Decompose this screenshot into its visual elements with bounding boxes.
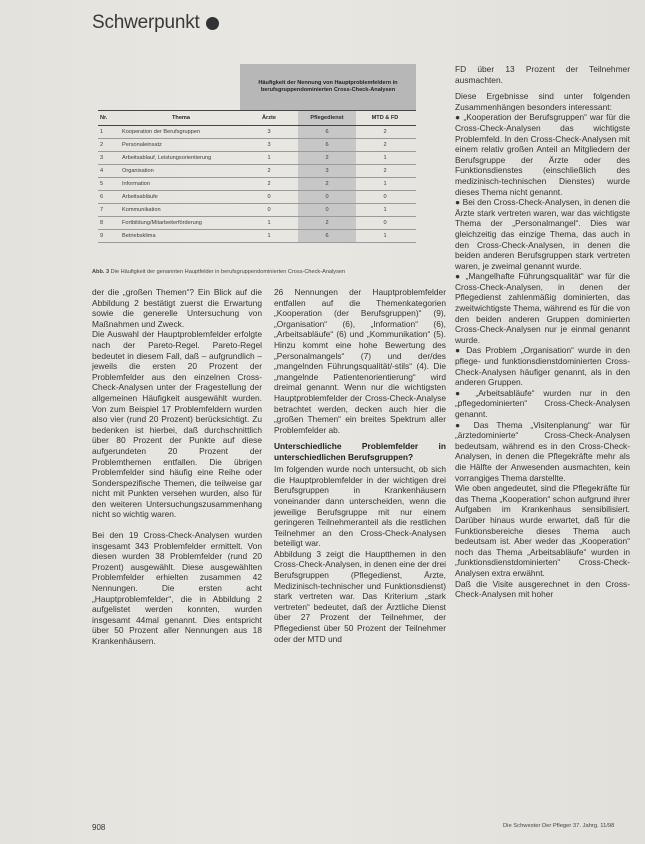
table-row — [98, 217, 416, 230]
row-pflegedienst: 2 — [298, 217, 356, 229]
subheading: Unterschiedliche Problemfelder in unterschiedlichen Berufsgruppen? — [274, 441, 446, 462]
column-header-thema: Thema — [171, 115, 191, 121]
row-pflegedienst: 6 — [298, 126, 356, 138]
bullet-item: ● Das Problem „Organisation“ wurde in den pflege- und funktionsdienstdominierten Cross-Check-Analysen häufiger genannt, als in den anderen Gruppen. — [455, 345, 630, 387]
row-mtd-fd: 0 — [383, 194, 387, 200]
table-group-header: Häufigkeit der Nennung von Hauptproblemfeldern in berufsgruppendominierten Cross-Check-Analysen — [240, 64, 416, 110]
row-mtd-fd: 1 — [383, 207, 387, 213]
row-nr: 5 — [100, 181, 104, 187]
bullet-dot-icon — [206, 17, 219, 30]
bullet-item: ● „Kooperation der Berufsgruppen“ war für die Cross-Check-Analysen das wichtigste Problemfeld. In den Cross-Check-Analysen mit einem relativ großen Anteil an Mitgliedern der Berufsgruppe der Ärzte oder des Funktionsdienstes (einschließlich des medizinisch-technischen Dienstes) wurde dieses Thema nicht genannt. — [455, 112, 630, 197]
row-mtd-fd: 1 — [383, 233, 387, 239]
row-thema: Betriebsklima — [122, 233, 156, 239]
row-nr: 8 — [100, 220, 104, 226]
row-aerzte: 0 — [267, 207, 271, 213]
paragraph: Diese Ergebnisse sind unter folgenden Zusammenhängen besonders interessant: — [455, 91, 630, 112]
section-header — [92, 12, 219, 34]
row-nr: 4 — [100, 168, 104, 174]
row-aerzte: 2 — [267, 181, 271, 187]
row-pflegedienst: 6 — [298, 230, 356, 242]
row-thema: Fortbildung/Mitarbeiterförderung — [122, 220, 202, 226]
paragraph: Wie oben angedeutet, sind die Pflegekräfte für das Thema „Kooperation“ schon aufgrund ihrer Aufgaben im Krankenhaus sensibilisiert. Darüber hinaus wurde erwartet, daß für die Funktionsbereiche dieses Thema auch bedeutsam ist. Aber weder das „Kooperation“ noch das Thema „Arbeitsabläufe“ wurden in „funktionsdienstdominierten“ Cross-Check-Analysen extra erwähnt. — [455, 483, 630, 578]
column-header-pflegedienst: Pflegedienst — [298, 111, 356, 125]
paragraph: Abbildung 3 zeigt die Hauptthemen in den Cross-Check-Analysen, in denen eine der drei Berufsgruppen (Pflegedienst, Ärzte, Medizinisch-technischer und Funktionsdienst) stark vertreten war. Das Kriterium „stark vertreten“ bedeutet, daß der Ärztliche Dienst über 27 Prozent der Teilnehmer, der Pflegedienst über 50 Prozent der Teilnehmer oder der MTD und — [274, 548, 446, 644]
row-thema: Arbeitsablauf, Leistungsorientierung — [122, 155, 212, 161]
table-body — [98, 126, 416, 243]
bullet-item: ● „Arbeitsabläufe“ wurden nur in den „pflegedominierten“ Cross-Check-Analysen genannt. — [455, 388, 630, 420]
row-mtd-fd: 2 — [383, 129, 387, 135]
column-header-nr: Nr. — [100, 115, 108, 121]
row-thema: Information — [122, 181, 150, 187]
row-aerzte: 1 — [267, 220, 271, 226]
paragraph: Die Auswahl der Hauptproblemfelder erfolgte nach der Pareto-Regel. Pareto-Regel bedeutet in diesem Fall, daß – aufgrundlich – jeweils die ersten 20 Prozent der Problemfelder aus den einzelnen Cross-Check-Analysen unter der Fragestellung der allgemeinen Häufigkeit ausgewählt wurden. Von zum Beispiel 17 Problemfeldern wurden also vier (rund 20 Prozent) berücksichtigt. Zu bedenken ist hierbei, daß durchschnittlich über 80 Prozent der Punkte auf diese aufgerundeten 20 Prozent der Problemthemen entfallen. Die übrigen Problemfelder sind häufig eine Reihe oder Sonderspezifische Themen, die teilweise gar nicht mit Punkten versehen wurden, also für den weiteren Untersuchungszusammenhang nicht so wichtig waren. — [92, 329, 262, 520]
table-row — [98, 178, 416, 191]
row-pflegedienst: 3 — [298, 165, 356, 177]
table-row — [98, 152, 416, 165]
column-header-aerzte: Ärzte — [262, 115, 276, 121]
section-title: Schwerpunkt — [92, 12, 200, 33]
row-aerzte: 1 — [267, 155, 271, 161]
row-pflegedienst: 2 — [298, 152, 356, 164]
frequency-table — [98, 64, 416, 243]
figure-caption — [92, 269, 416, 276]
row-pflegedienst: 2 — [298, 178, 356, 190]
row-thema: Organisation — [122, 168, 154, 174]
table-row — [98, 139, 416, 152]
row-pflegedienst: 0 — [298, 191, 356, 203]
table-column-headers — [98, 110, 416, 126]
paragraph: Im folgenden wurde noch untersucht, ob sich die Hauptproblemfelder in der wichtigen drei Berufsgruppen in Krankenhäusern voneinander dann unterscheiden, wenn die jeweilige Berufsgruppe mit nur einem geringeren Teilnehmeranteil als die restlichen Teilnehmer an den Cross-Check-Analysen beteiligt war. — [274, 464, 446, 549]
table-row — [98, 204, 416, 217]
table-row — [98, 191, 416, 204]
row-mtd-fd: 0 — [383, 220, 387, 226]
paragraph: Bei den 19 Cross-Check-Analysen wurden insgesamt 343 Problemfelder ermittelt. Von diesen wurden 38 Problemfelder (rund 20 Prozent) ausgewählt. Diese ausgewählten Problemfelder erhielten zusammen 42 Nennungen. Die ersten acht „Hauptproblemfelder“, die in Abbildung 2 aufgelistet werden konnten, wurden insgesamt 44mal genannt. Dies entspricht über 50 Prozent aller Nennungen aus 18 Krankenhäusern. — [92, 530, 262, 646]
text-column-1 — [92, 287, 262, 647]
bullet-item: ● „Mangelhafte Führungsqualität“ war für die Cross-Check-Analysen, in denen der Pflegedienst zahlenmäßig dominierten, das zweitwichtigste Thema, während es für die von den beiden anderen Gruppen dominierten Cross-Check-Analysen nur je einmal genannt wurde. — [455, 271, 630, 345]
column-header-mtd-fd: MTD & FD — [371, 115, 399, 121]
bullet-item: ● Das Thema „Visitenplanung“ war für „ärztedominierte“ Cross-Check-Analysen bedeutsam, während es in den Cross-Check-Analysen, in denen die Pflegekräfte mehr als die Hälfte der Anwesenden ausmachten, kein vorrangiges Thema darstellte. — [455, 420, 630, 484]
table-row — [98, 126, 416, 139]
row-aerzte: 1 — [267, 233, 271, 239]
row-aerzte: 3 — [267, 129, 271, 135]
row-pflegedienst: 6 — [298, 139, 356, 151]
row-aerzte: 3 — [267, 142, 271, 148]
text-column-2 — [274, 287, 446, 644]
row-nr: 6 — [100, 194, 104, 200]
table-row — [98, 165, 416, 178]
paragraph: 26 Nennungen der Hauptproblemfelder entfallen auf die Themenkategorien „Kooperation (der Berufsgruppen)“ (9), „Organisation“ (6), „Information“ (6), „Arbeitsabläufe“ (6) und „Kommunikation“ (5). Hinzu kommt eine hohe Bewertung des „Personalmangels“ (7) und der/des „mangelnden Führungsqualität/-stils“ (4). Die „mangelnde Patientenorientierung“ wird dreimal genannt. Wenn nur die wichtigsten Hauptproblemfelder der Cross-Check-Analyse betrachtet werden, decken auch hier die „großen Themen“ ein breites Spektrum aller Problemfelder ab. — [274, 287, 446, 435]
text-column-3 — [455, 64, 630, 600]
journal-footer: Die Schwester Der Pfleger 37. Jahrg. 11/98 — [503, 823, 615, 829]
row-mtd-fd: 1 — [383, 181, 387, 187]
row-nr: 3 — [100, 155, 104, 161]
row-aerzte: 0 — [267, 194, 271, 200]
bullet-item: ● Bei den Cross-Check-Analysen, in denen die Ärzte stark vertreten waren, war das wichtigste Thema der „Personalmangel“. Dies war gleichzeitig das einzige Thema, das auch in den Cross-Check-Analysen, in denen die beiden anderen Berufsgruppen stark vertreten waren, je zweimal genannt wurde. — [455, 197, 630, 271]
row-mtd-fd: 1 — [383, 155, 387, 161]
paragraph: der die „großen Themen“? Ein Blick auf die Abbildung 2 bestätigt zuerst die Erwartung sowie die generelle Untersuchung von Maßnahmen und Zweck. — [92, 287, 262, 329]
row-thema: Kooperation der Berufsgruppen — [122, 129, 201, 135]
row-nr: 1 — [100, 129, 104, 135]
paragraph: Daß die Visite ausgerechnet in den Cross-Check-Analysen mit hoher — [455, 578, 630, 600]
row-thema: Kommunikation — [122, 207, 161, 213]
table-row — [98, 230, 416, 243]
row-nr: 2 — [100, 142, 104, 148]
row-aerzte: 2 — [267, 168, 271, 174]
row-pflegedienst: 0 — [298, 204, 356, 216]
row-nr: 9 — [100, 233, 104, 239]
row-thema: Arbeitsabläufe — [122, 194, 158, 200]
row-mtd-fd: 2 — [383, 142, 387, 148]
row-nr: 7 — [100, 207, 104, 213]
caption-text: Die Häufigkeit der genannten Hauptfelder in berufsgruppendominierten Cross-Check-Analysen — [110, 269, 346, 275]
paragraph: FD über 13 Prozent der Teilnehmer ausmachten. — [455, 64, 630, 85]
row-thema: Personaleinsatz — [122, 142, 162, 148]
row-mtd-fd: 2 — [383, 168, 387, 174]
page-number: 908 — [92, 823, 106, 832]
caption-label: Abb. 3 — [92, 269, 110, 275]
